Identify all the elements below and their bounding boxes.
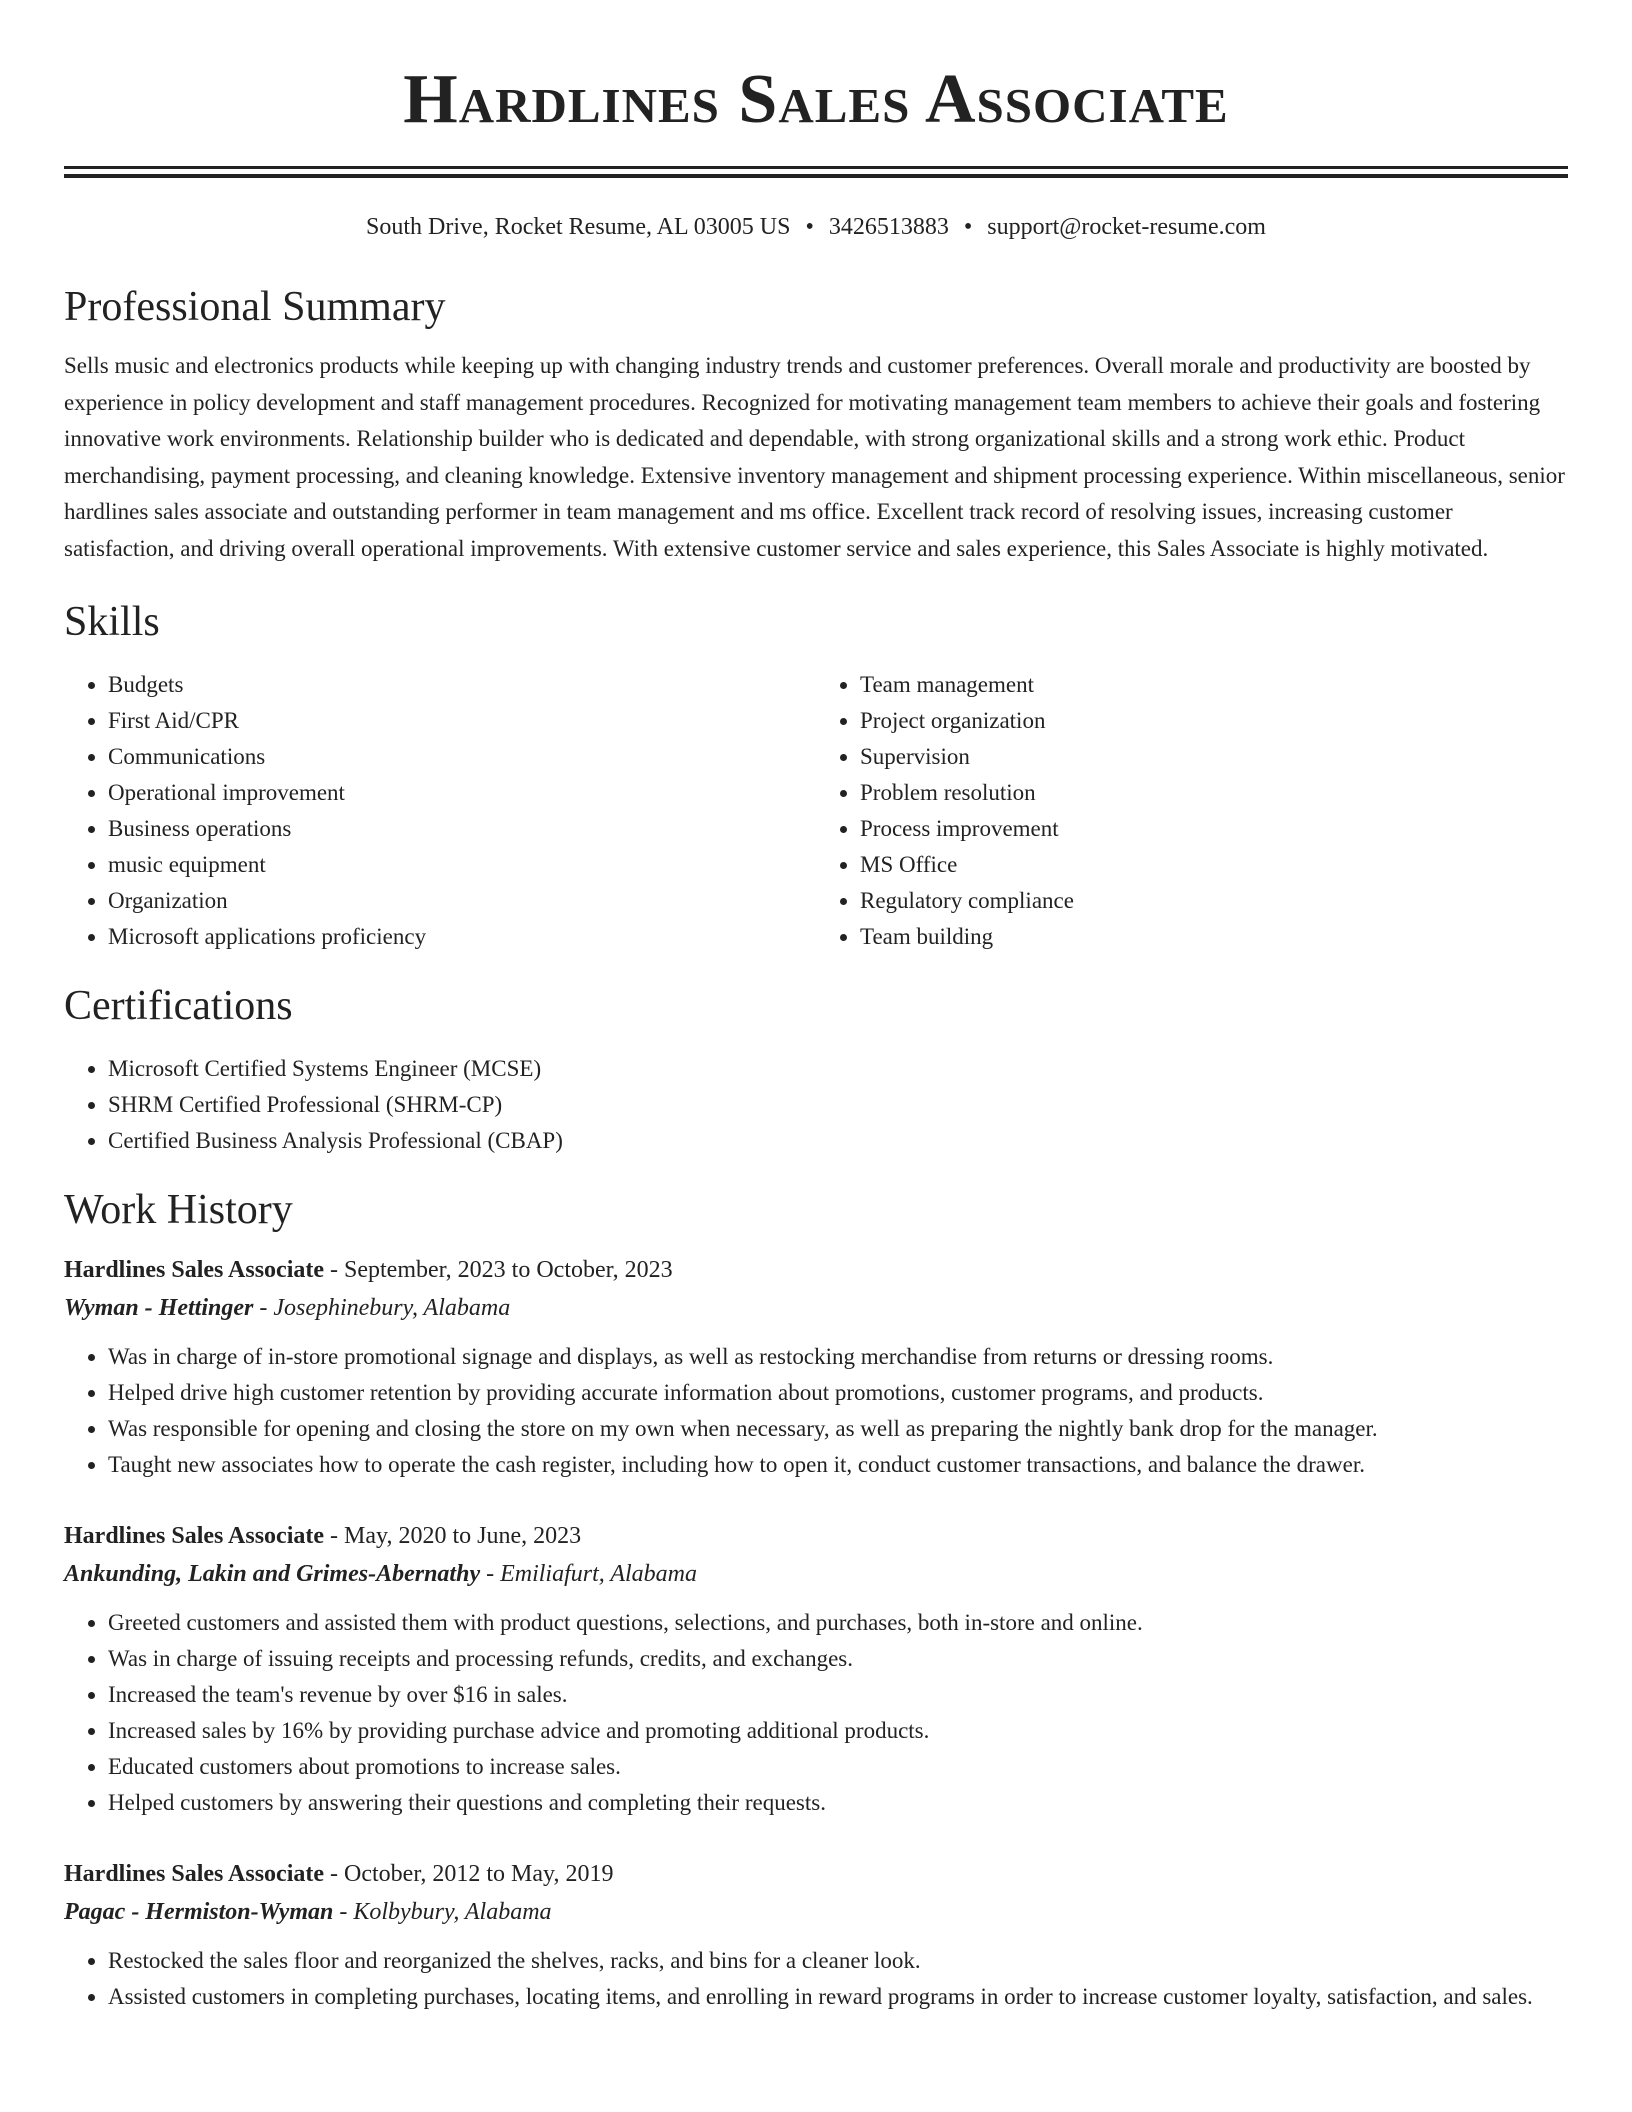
job-bullet: • Increased sales by 16% by providing purchase advice and promoting additional products.: [108, 1713, 1568, 1749]
contact-line: [64, 212, 1568, 242]
job-company-line: [64, 1289, 1568, 1327]
work-history-heading: Work History: [64, 1187, 293, 1233]
job-bullet: • Was responsible for opening and closing the store on my own when necessary, as well as preparing the nightly bank drop for the manager.: [108, 1411, 1568, 1447]
job-dates: - October, 2012 to May, 2019: [330, 1861, 614, 1887]
job-entry: [64, 1251, 1568, 1483]
skill-item: • Operational improvement: [108, 775, 816, 811]
contact-separator: •: [963, 214, 973, 240]
skill-item: • Problem resolution: [860, 775, 1568, 811]
skills-list-left: [64, 667, 816, 955]
skill-item: • Organization: [108, 883, 816, 919]
skill-item: • Team management: [860, 667, 1568, 703]
skill-item: • Process improvement: [860, 811, 1568, 847]
job-bullet: • Greeted customers and assisted them with product questions, selections, and purchases, both in-store and online.: [108, 1605, 1568, 1641]
summary-heading: Professional Summary: [64, 284, 446, 330]
skills-list-right: [816, 667, 1568, 955]
job-company-line: [64, 1893, 1568, 1931]
contact-phone: 3426513883: [828, 214, 949, 240]
skill-item: • Project organization: [860, 703, 1568, 739]
job-bullet: • Educated customers about promotions to increase sales.: [108, 1749, 1568, 1785]
job-title-line: [64, 1251, 1568, 1289]
skill-item: • Supervision: [860, 739, 1568, 775]
job-company: Ankunding, Lakin and Grimes-Abernathy: [64, 1561, 481, 1587]
skills-section: [64, 597, 1568, 955]
job-entry: [64, 1517, 1568, 1821]
summary-text: Sells music and electronics products while keeping up with changing industry trends and customer preferences. Overall morale and productivity are boosted by experience in policy development and staff management procedures. Recognized for motivating management team members to achieve their goals and fostering innovative work environments. Relationship builder who is dedicated and dependable, with strong organizational skills and a strong work ethic. Product merchandising, payment processing, and cleaning knowledge. Extensive inventory management and shipment processing experience. Within miscellaneous, senior hardlines sales associate and outstanding performer in team management and ms office. Excellent track record of resolving issues, increasing customer satisfaction, and driving overall operational improvements. With extensive customer service and sales experience, this Sales Associate is highly motivated.: [64, 353, 1565, 561]
job-location: - Emiliafurt, Alabama: [486, 1561, 697, 1587]
certification-item: • Microsoft Certified Systems Engineer (MCSE): [108, 1051, 1568, 1087]
skill-item: • Team building: [860, 919, 1568, 955]
contact-address: South Drive, Rocket Resume, AL 03005 US: [366, 214, 791, 240]
job-company: Wyman - Hettinger: [64, 1295, 254, 1321]
contact-email: support@rocket-resume.com: [987, 214, 1266, 240]
skill-item: • music equipment: [108, 847, 816, 883]
skill-item: • MS Office: [860, 847, 1568, 883]
skill-item: • Communications: [108, 739, 816, 775]
job-bullet: • Was in charge of issuing receipts and processing refunds, credits, and exchanges.: [108, 1641, 1568, 1677]
job-dates: - September, 2023 to October, 2023: [330, 1257, 673, 1283]
job-bullet: • Assisted customers in completing purchases, locating items, and enrolling in reward programs in order to increase customer loyalty, satisfaction, and sales.: [108, 1979, 1568, 2015]
certifications-heading: Certifications: [64, 983, 293, 1029]
skill-item: • First Aid/CPR: [108, 703, 816, 739]
job-location: - Kolbybury, Alabama: [339, 1899, 552, 1925]
skill-item: • Regulatory compliance: [860, 883, 1568, 919]
job-title: Hardlines Sales Associate: [64, 1257, 325, 1283]
job-title-line: [64, 1517, 1568, 1555]
job-bullets: [64, 1339, 1568, 1483]
work-history-section: [64, 1185, 1568, 2015]
job-title-line: [64, 1855, 1568, 1893]
job-bullet: • Restocked the sales floor and reorganized the shelves, racks, and bins for a cleaner look.: [108, 1943, 1568, 1979]
contact-separator: •: [805, 214, 814, 240]
header-rule-top: [64, 166, 1568, 169]
skill-item: • Business operations: [108, 811, 816, 847]
job-bullets: [64, 1943, 1568, 2015]
job-company: Pagac - Hermiston-Wyman: [64, 1899, 334, 1925]
job-bullet: • Increased the team's revenue by over $16 in sales.: [108, 1677, 1568, 1713]
certifications-list: [64, 1051, 1568, 1159]
resume-name: Hardlines Sales Associate: [403, 61, 1229, 138]
job-bullet: • Taught new associates how to operate the cash register, including how to open it, conduct customer transactions, and balance the drawer.: [108, 1447, 1568, 1483]
job-location: - Josephinebury, Alabama: [259, 1295, 511, 1321]
certification-item: • SHRM Certified Professional (SHRM-CP): [108, 1087, 1568, 1123]
skill-item: • Budgets: [108, 667, 816, 703]
certifications-section: [64, 981, 1568, 1159]
summary-section: [64, 282, 1568, 567]
job-company-line: [64, 1555, 1568, 1593]
job-bullets: [64, 1605, 1568, 1821]
certification-item: • Certified Business Analysis Professional (CBAP): [108, 1123, 1568, 1159]
job-dates: - May, 2020 to June, 2023: [330, 1523, 582, 1549]
job-title: Hardlines Sales Associate: [64, 1861, 325, 1887]
job-bullet: • Was in charge of in-store promotional signage and displays, as well as restocking merchandise from returns or dressing rooms.: [108, 1339, 1568, 1375]
job-bullet: • Helped customers by answering their questions and completing their requests.: [108, 1785, 1568, 1821]
header-rule-bottom: [64, 174, 1568, 178]
skill-item: • Microsoft applications proficiency: [108, 919, 816, 955]
job-bullet: • Helped drive high customer retention by providing accurate information about promotions, customer programs, and products.: [108, 1375, 1568, 1411]
skills-columns: [64, 667, 1568, 955]
skills-heading: Skills: [64, 599, 160, 645]
job-entry: [64, 1855, 1568, 2015]
job-title: Hardlines Sales Associate: [64, 1523, 325, 1549]
